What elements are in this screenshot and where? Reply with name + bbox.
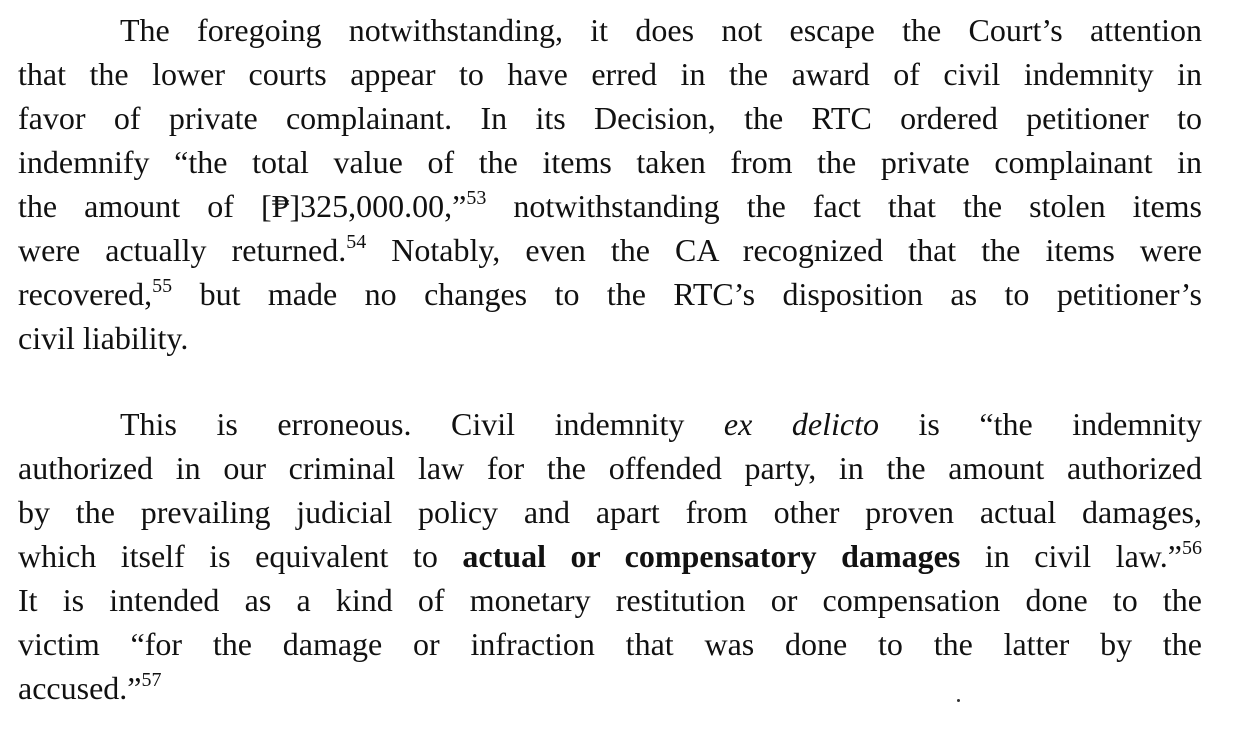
footnote-ref-56: 56	[1182, 537, 1203, 559]
text-segment: Notably, even the CA recognized that the items were	[366, 232, 1203, 268]
text-line	[18, 534, 1202, 578]
footnote-ref-53: 53	[466, 187, 487, 209]
text-line: that the lower courts appear to have erred in the award of civil indemnity in	[18, 56, 1202, 92]
text-segment: but made no changes to the RTC’s disposition as to petitioner’s	[172, 276, 1202, 312]
footnote-ref-55: 55	[152, 275, 173, 297]
text-line: favor of private complainant. In its Decision, the RTC ordered petitioner to	[18, 100, 1202, 136]
text-line	[18, 402, 1202, 446]
footnote-ref-57: 57	[141, 669, 162, 691]
text-line: authorized in our criminal law for the offended party, in the amount authorized	[18, 450, 1202, 486]
text-segment: This is erroneous. Civil indemnity	[120, 406, 724, 442]
text-segment: which itself is equivalent to	[18, 538, 463, 574]
text-segment: notwithstanding the fact that the stolen items	[486, 188, 1203, 224]
text-line: victim “for the damage or infraction that was done to the latter by the	[18, 626, 1202, 662]
document-page	[18, 8, 1202, 710]
text-segment: were actually returned.	[18, 232, 347, 268]
scan-speck	[957, 699, 960, 702]
bold-term: actual or compensatory damages	[462, 538, 961, 574]
text-line: civil liability.	[18, 320, 189, 356]
text-segment: the amount of [₱]325,000.00,”	[18, 188, 467, 224]
text-line: by the prevailing judicial policy and apart from other proven actual damages,	[18, 494, 1202, 530]
text-line: The foregoing notwithstanding, it does not escape the Court’s attention	[120, 12, 1202, 48]
footnote-ref-54: 54	[346, 231, 367, 253]
text-segment: is “the indemnity	[878, 406, 1202, 442]
text-line: It is intended as a kind of monetary restitution or compensation done to the	[18, 582, 1202, 618]
text-line	[18, 666, 1202, 710]
text-line	[18, 228, 1202, 272]
text-segment: in civil law.”	[960, 538, 1183, 574]
paragraph-civil-indemnity-error	[18, 8, 1202, 360]
italic-term: ex delicto	[723, 406, 879, 442]
text-segment: recovered,	[18, 276, 153, 312]
text-line	[18, 272, 1202, 316]
text-segment: accused.”	[18, 670, 142, 706]
text-line: indemnify “the total value of the items taken from the private complainant in	[18, 144, 1202, 180]
text-line	[18, 184, 1202, 228]
paragraph-civil-indemnity-definition	[18, 402, 1202, 710]
